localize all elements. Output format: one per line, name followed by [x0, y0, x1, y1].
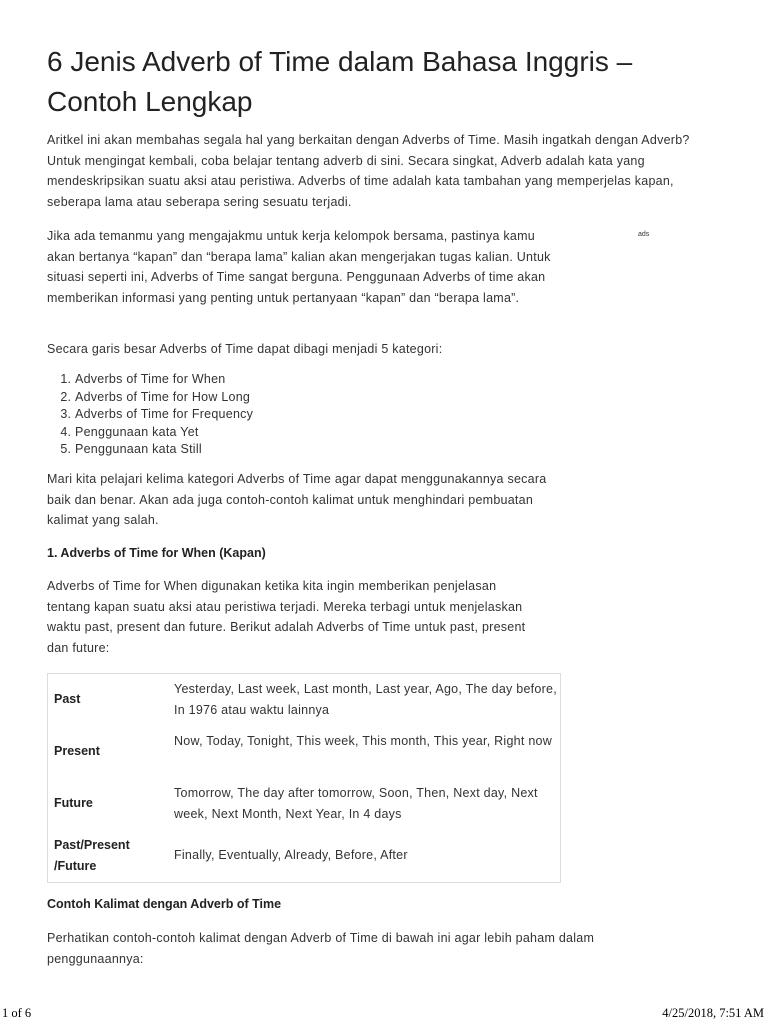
article-title: 6 Jenis Adverb of Time dalam Bahasa Inggris – Contoh Lengkap [47, 46, 633, 117]
tense-examples: Yesterday, Last week, Last month, Last year, Ago, The day before, In 1976 atau waktu lainnya [174, 682, 557, 717]
list-item: 2. Adverbs of Time for How Long [75, 389, 253, 407]
tense-table [47, 673, 561, 883]
list-item: 1. Adverbs of Time for When [75, 371, 253, 389]
intro-paragraph: Aritkel ini akan membahas segala hal yang berkaitan dengan Adverbs of Time. Masih ingatkah dengan Adverb? Untuk mengingat kembali, coba belajar tentang adverb di sini. Secara singkat, Adverb adalah kata yang mendeskripsikan suatu aksi atau peristiwa. Adverbs of time adalah kata tambahan yang memperjelas kapan, seberapa lama atau seberapa sering sesuatu terjadi. [47, 133, 690, 209]
section1-heading: 1. Adverbs of Time for When (Kapan) [47, 546, 266, 560]
section1-paragraph: Adverbs of Time for When digunakan ketika kita ingin memberikan penjelasan tentang kapan suatu aksi atau peristiwa terjadi. Mereka terbagi untuk menjelaskan waktu past, present dan future. Berikut adalah Adverbs of Time untuk past, present dan future: [47, 579, 526, 655]
tense-examples: Tomorrow, The day after tomorrow, Soon, Then, Next day, Next week, Next Month, Next Year, In 4 days [174, 786, 538, 821]
list-item: 3. Adverbs of Time for Frequency [75, 406, 253, 424]
list-item: 4. Penggunaan kata Yet [75, 424, 253, 442]
tense-label: Present [54, 744, 100, 758]
category-list [47, 371, 253, 459]
tense-examples: Now, Today, Tonight, This week, This month, This year, Right now [174, 734, 552, 748]
example-heading: Contoh Kalimat dengan Adverb of Time [47, 897, 282, 911]
page-number: 1 of 6 [2, 1006, 32, 1020]
ads-label: ads [638, 231, 650, 238]
example-paragraph: Perhatikan contoh-contoh kalimat dengan Adverb of Time di bawah ini agar lebih paham dalam penggunaannya: [47, 931, 595, 966]
list-item: 5. Penggunaan kata Still [75, 441, 253, 459]
study-paragraph: Mari kita pelajari kelima kategori Adverbs of Time agar dapat menggunakannya secara baik dan benar. Akan ada juga contoh-contoh kalimat untuk menghindari pembuatan kalimat yang salah. [47, 472, 547, 527]
context-paragraph: Jika ada temanmu yang mengajakmu untuk kerja kelompok bersama, pastinya kamu akan bertanya “kapan” dan “berapa lama” kalian akan mengerjakan tugas kalian. Untuk situasi seperti ini, Adverbs of Time sangat berguna. Penggunaan Adverbs of time akan memberikan informasi yang penting untuk pertanyaan “kapan” dan “berapa lama”. [47, 229, 551, 305]
print-timestamp: 4/25/2018, 7:51 AM [662, 1006, 764, 1020]
tense-examples: Finally, Eventually, Already, Before, After [174, 848, 408, 862]
tense-label: Past/Present /Future [54, 838, 130, 873]
tense-label: Past [54, 692, 81, 706]
categories-intro: Secara garis besar Adverbs of Time dapat dibagi menjadi 5 kategori: [47, 342, 443, 356]
tense-label: Future [54, 796, 93, 810]
